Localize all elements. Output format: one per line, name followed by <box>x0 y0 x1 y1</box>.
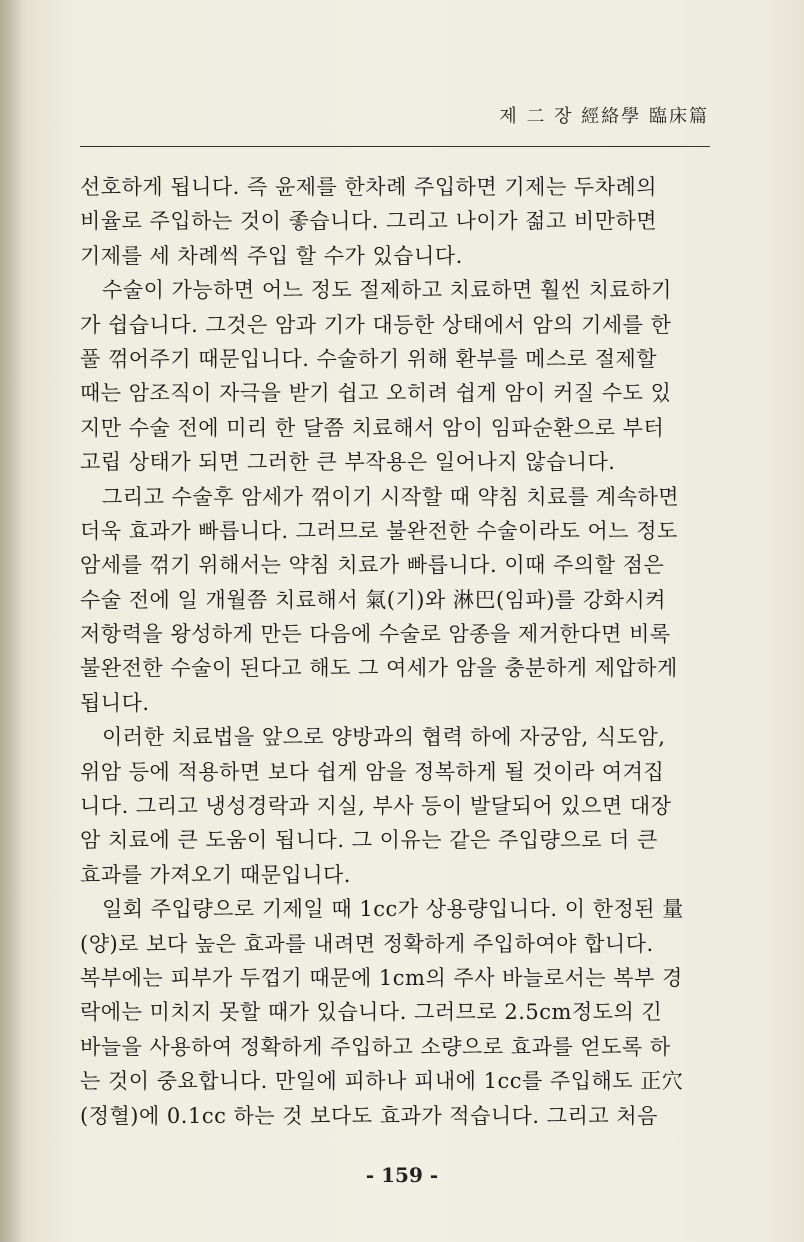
text-line: 지만 수술 전에 미리 한 달쯤 치료해서 암이 임파순환으로 부터 <box>80 415 665 440</box>
text-line: 복부에는 피부가 두껍기 때문에 1cm의 주사 바늘로서는 복부 경 <box>80 965 683 990</box>
text-line: 더욱 효과가 빠릅니다. 그러므로 불완전한 수술이라도 어느 정도 <box>80 518 678 543</box>
header-rule <box>80 146 710 147</box>
text-line: 일회 주입량으로 기제일 때 1cc가 상용량입니다. 이 한정된 量 <box>102 897 684 922</box>
text-line: 고립 상태가 되면 그러한 큰 부작용은 일어나지 않습니다. <box>80 450 616 475</box>
text-line: 됩니다. <box>80 690 150 715</box>
text-line: 암 치료에 큰 도움이 됩니다. 그 이유는 같은 주입량으로 더 큰 <box>80 828 658 853</box>
text-line: 비율로 주입하는 것이 좋습니다. 그리고 나이가 젊고 비만하면 <box>80 209 658 234</box>
text-line: 선호하게 됩니다. 즉 윤제를 한차례 주입하면 기제는 두차례의 <box>80 175 658 199</box>
running-header: 제 二 장 經絡學 臨床篇 <box>499 106 709 127</box>
text-line: 수술 전에 일 개월쯤 치료해서 氣(기)와 淋巴(임파)를 강화시켜 <box>80 587 667 612</box>
page-number: - 159 - <box>365 1163 439 1187</box>
text-line: (정혈)에 0.1cc 하는 것 보다도 효과가 적습니다. 그리고 처음 <box>80 1103 658 1128</box>
text-line: 그리고 수술후 암세가 꺾이기 시작할 때 약침 치료를 계속하면 <box>102 484 680 509</box>
text-line: 수술이 가능하면 어느 정도 절제하고 치료하면 훨씬 치료하기 <box>102 278 672 303</box>
text-line: 효과를 가져오기 때문입니다. <box>80 862 351 887</box>
body-text <box>80 170 720 1133</box>
text-line: 저항력을 왕성하게 만든 다음에 수술로 암종을 제거한다면 비록 <box>80 622 671 647</box>
spine-shadow <box>0 0 26 1242</box>
text-line: 위암 등에 적용하면 보다 쉽게 암을 정복하게 될 것이라 여겨집 <box>80 759 665 784</box>
text-line: 때는 암조직이 자극을 받기 쉽고 오히려 쉽게 암이 커질 수도 있 <box>80 381 672 406</box>
text-line: 락에는 미치지 못할 때가 있습니다. 그러므로 2.5cm정도의 긴 <box>80 1000 663 1025</box>
text-line: 풀 꺾어주기 때문입니다. 수술하기 위해 환부를 메스로 절제할 <box>80 346 658 371</box>
text-line: 가 쉽습니다. 그것은 암과 기가 대등한 상태에서 암의 기세를 한 <box>80 312 672 337</box>
text-line: 이러한 치료법을 앞으로 양방과의 협력 하에 자궁암, 식도암, <box>102 725 666 750</box>
text-line: 불완전한 수술이 된다고 해도 그 여세가 암을 충분하게 제압하게 <box>80 656 678 681</box>
text-line: 는 것이 중요합니다. 만일에 피하나 피내에 1cc를 주입해도 正穴 <box>80 1069 684 1094</box>
text-line: (양)로 보다 높은 효과를 내려면 정확하게 주입하여야 합니다. <box>80 931 654 956</box>
text-line: 암세를 꺾기 위해서는 약침 치료가 빠릅니다. 이때 주의할 점은 <box>80 553 665 578</box>
text-line: 니다. 그리고 냉성경락과 지실, 부사 등이 발달되어 있으면 대장 <box>80 794 672 819</box>
text-line: 바늘을 사용하여 정확하게 주입하고 소량으로 효과를 얻도록 하 <box>80 1034 671 1059</box>
text-line: 기제를 세 차례씩 주입 할 수가 있습니다. <box>80 243 463 268</box>
